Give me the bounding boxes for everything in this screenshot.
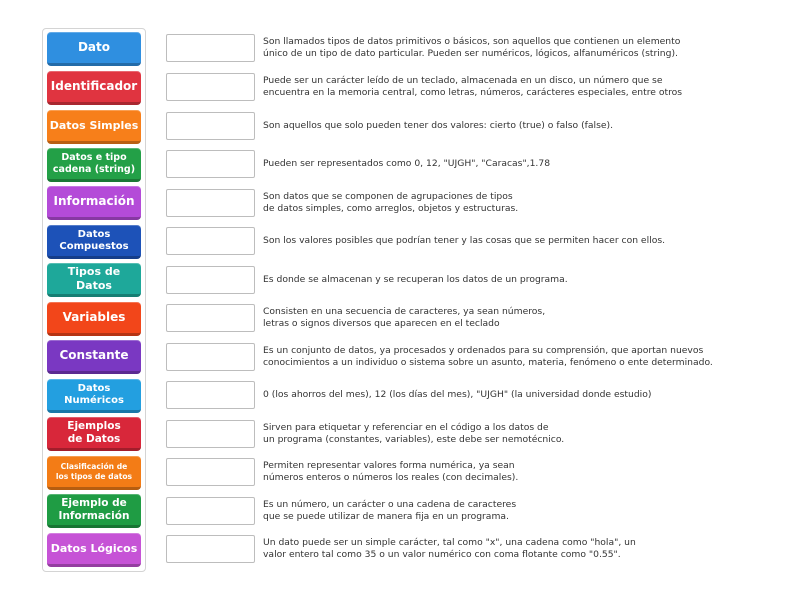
tile-dato[interactable]: Dato xyxy=(47,32,141,66)
drop-slot-7[interactable] xyxy=(166,266,255,294)
tile-informacion[interactable]: Información xyxy=(47,186,141,220)
tile-datos-numericos[interactable]: Datos Numéricos xyxy=(47,379,141,413)
drop-slot-11[interactable] xyxy=(166,420,255,448)
description-14: Un dato puede ser un simple carácter, tal como "x", una cadena como "hola", un valor entero tal como 35 o un valor numérico con coma flotante como "0.55". xyxy=(263,536,636,560)
tile-clasificacion-tipos-datos[interactable]: Clasificación de los tipos de datos xyxy=(47,456,141,490)
description-2: Puede ser un carácter leído de un teclado, almacenada en un disco, un número que se encuentra en la memoria central, como letras, números, carácteres especiales, entre otros xyxy=(263,74,683,98)
drop-slot-6[interactable] xyxy=(166,227,255,255)
drop-slot-5[interactable] xyxy=(166,189,255,217)
drop-slot-10[interactable] xyxy=(166,381,255,409)
description-5: Son datos que se componen de agrupaciones de tipos de datos simples, como arreglos, objetos y estructuras. xyxy=(263,190,519,214)
tile-ejemplos-de-datos[interactable]: Ejemplos de Datos xyxy=(47,417,141,451)
tile-ejemplo-informacion[interactable]: Ejemplo de Información xyxy=(47,494,141,528)
description-11: Sirven para etiquetar y referenciar en el código a los datos de un programa (constantes, variables), este debe ser nemotécnico. xyxy=(263,421,565,445)
tile-constante[interactable]: Constante xyxy=(47,340,141,374)
drop-slot-12[interactable] xyxy=(166,458,255,486)
drop-slot-8[interactable] xyxy=(166,304,255,332)
tile-datos-simples[interactable]: Datos Simples xyxy=(47,110,141,144)
description-3: Son aquellos que solo pueden tener dos valores: cierto (true) o falso (false). xyxy=(263,119,614,131)
description-1: Son llamados tipos de datos primitivos o básicos, son aquellos que contienen un elemento único de un tipo de dato particular. Pueden ser numéricos, lógicos, alfanuméricos (string). xyxy=(263,35,681,59)
drop-slot-9[interactable] xyxy=(166,343,255,371)
tile-variables[interactable]: Variables xyxy=(47,302,141,336)
tile-datos-compuestos[interactable]: Datos Compuestos xyxy=(47,225,141,259)
drop-slot-13[interactable] xyxy=(166,497,255,525)
drop-slot-14[interactable] xyxy=(166,535,255,563)
description-6: Son los valores posibles que podrían tener y las cosas que se permiten hacer con ellos. xyxy=(263,234,666,246)
description-13: Es un número, un carácter o una cadena de caracteres que se puede utilizar de manera fija en un programa. xyxy=(263,498,517,522)
description-10: 0 (los ahorros del mes), 12 (los días del mes), "UJGH" (la universidad donde estudio) xyxy=(263,388,652,400)
tile-datos-tipo-cadena[interactable]: Datos e tipo cadena (string) xyxy=(47,148,141,182)
tile-datos-logicos[interactable]: Datos Lógicos xyxy=(47,533,141,567)
drop-slot-1[interactable] xyxy=(166,34,255,62)
description-4: Pueden ser representados como 0, 12, "UJGH", "Caracas",1.78 xyxy=(263,157,551,169)
description-8: Consisten en una secuencia de caracteres, ya sean números, letras o signos diversos que aparecen en el teclado xyxy=(263,305,546,329)
tile-tipos-de-datos[interactable]: Tipos de Datos xyxy=(47,263,141,297)
tile-identificador[interactable]: Identificador xyxy=(47,71,141,105)
drop-slot-4[interactable] xyxy=(166,150,255,178)
description-9: Es un conjunto de datos, ya procesados y ordenados para su comprensión, que aportan nuevos conocimientos a un individuo o sistema sobre un asunto, materia, fenómeno o ente determinado. xyxy=(263,344,713,368)
description-12: Permiten representar valores forma numérica, ya sean números enteros o números los reales (con decimales). xyxy=(263,459,519,483)
drop-slot-3[interactable] xyxy=(166,112,255,140)
drop-slot-2[interactable] xyxy=(166,73,255,101)
description-7: Es donde se almacenan y se recuperan los datos de un programa. xyxy=(263,273,568,285)
